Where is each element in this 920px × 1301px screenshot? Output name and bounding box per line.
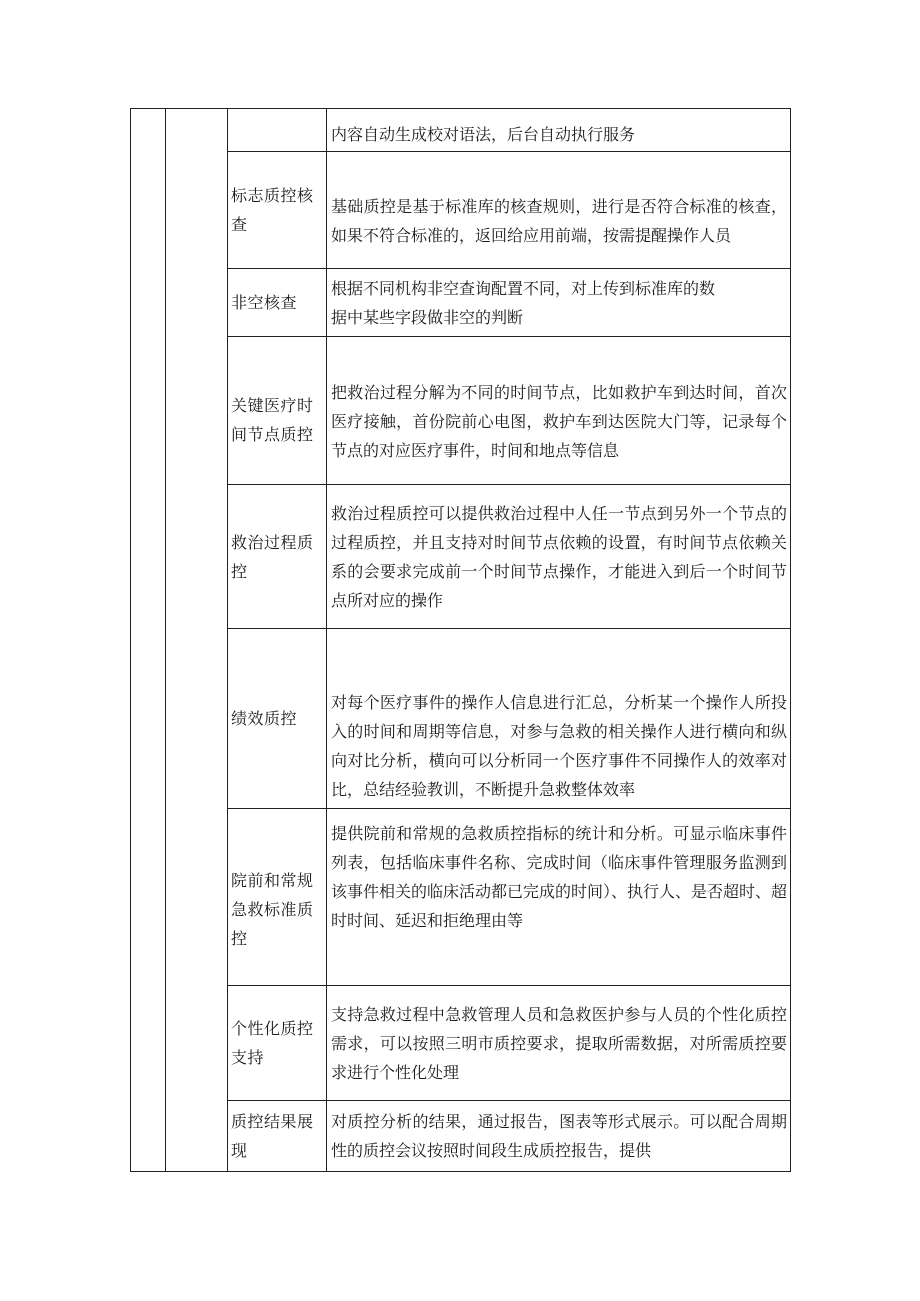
feature-table — [130, 108, 791, 1172]
merged-subcategory-cell — [166, 109, 228, 1172]
feature-name: 院前和常规急救标准质控 — [228, 809, 327, 986]
table-row — [131, 485, 791, 629]
table-row — [131, 109, 791, 152]
feature-description: 支持急救过程中急救管理人员和急救医护参与人员的个性化质控需求，可以按照三明市质控要求，提取所需数据，对所需质控要求进行个性化处理 — [327, 986, 791, 1101]
feature-name: 绩效质控 — [228, 629, 327, 809]
feature-name: 救治过程质控 — [228, 485, 327, 629]
feature-name: 个性化质控支持 — [228, 986, 327, 1101]
feature-name — [228, 109, 327, 152]
table-row — [131, 986, 791, 1101]
feature-description: 根据不同机构非空查询配置不同，对上传到标准库的数 据中某些字段做非空的判断 — [327, 269, 791, 337]
table-row — [131, 1101, 791, 1172]
feature-name: 关键医疗时间节点质控 — [228, 337, 327, 485]
feature-description: 把救治过程分解为不同的时间节点，比如救护车到达时间，首次医疗接触，首份院前心电图，救护车到达医院大门等，记录每个节点的对应医疗事件，时间和地点等信息 — [327, 337, 791, 485]
feature-description: 内容自动生成校对语法，后台自动执行服务 — [327, 109, 791, 152]
table-row — [131, 629, 791, 809]
feature-description: 对质控分析的结果，通过报告，图表等形式展示。可以配合周期性的质控会议按照时间段生成质控报告，提供 — [327, 1101, 791, 1172]
feature-description: 基础质控是基于标准库的核查规则，进行是否符合标准的核查，如果不符合标准的，返回给应用前端，按需提醒操作人员 — [327, 152, 791, 269]
table-row — [131, 337, 791, 485]
table-row — [131, 809, 791, 986]
feature-name: 非空核查 — [228, 269, 327, 337]
feature-description: 提供院前和常规的急救质控指标的统计和分析。可显示临床事件列表，包括临床事件名称、完成时间（临床事件管理服务监测到该事件相关的临床活动都已完成的时间）、执行人、是否超时、超时时间、延迟和拒绝理由等 — [327, 809, 791, 986]
feature-description: 救治过程质控可以提供救治过程中人任一节点到另外一个节点的过程质控，并且支持对时间节点依赖的设置，有时间节点依赖关系的会要求完成前一个时间节点操作，才能进入到后一个时间节点所对应的操作 — [327, 485, 791, 629]
feature-description: 对每个医疗事件的操作人信息进行汇总，分析某一个操作人所投入的时间和周期等信息，对参与急救的相关操作人进行横向和纵向对比分析，横向可以分析同一个医疗事件不同操作人的效率对比，总结经验教训，不断提升急救整体效率 — [327, 629, 791, 809]
feature-name: 质控结果展现 — [228, 1101, 327, 1172]
feature-name: 标志质控核查 — [228, 152, 327, 269]
table-row — [131, 269, 791, 337]
table-row — [131, 152, 791, 269]
merged-category-cell — [131, 109, 166, 1172]
